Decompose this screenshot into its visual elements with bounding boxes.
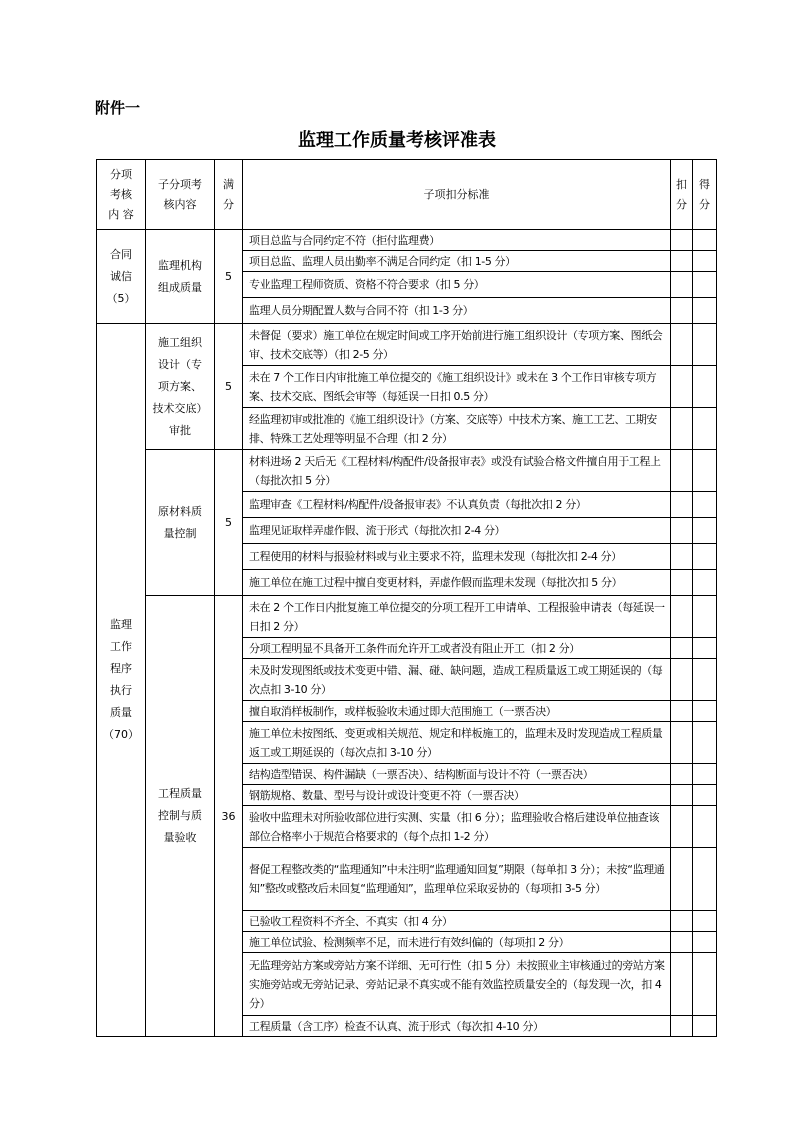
deduct-cell [671,932,693,953]
criteria-cell: 监理人员分期配置人数与合同不符（扣 1-3 分） [243,298,671,324]
full-score-cell: 5 [215,450,243,596]
deduct-cell [671,570,693,596]
score-cell [693,1016,717,1037]
deduct-cell [671,701,693,722]
score-cell [693,848,717,911]
deduct-cell [671,272,693,298]
deduct-cell [671,366,693,408]
table-row [97,230,717,251]
score-cell [693,911,717,932]
criteria-cell: 工程质量（含工序）检查不认真、流于形式（每次扣 4-10 分） [243,1016,671,1037]
sub-item-cell: 施工组织 设计（专 项方案、 技术交底） 审批 [146,324,215,450]
deduct-cell [671,638,693,659]
category-cell: 监理 工作 程序 执行 质量 （70） [97,324,146,1037]
header-deduct: 扣 分 [671,160,693,230]
criteria-cell: 监理见证取样弄虚作假、流于形式（每批次扣 2-4 分） [243,518,671,544]
criteria-cell: 施工单位试验、检测频率不足，而未进行有效纠偏的（每项扣 2 分） [243,932,671,953]
header-criteria: 子项扣分标准 [243,160,671,230]
criteria-cell: 工程使用的材料与报验材料或与业主要求不符，监理未发现（每批次扣 2-4 分） [243,544,671,570]
criteria-cell: 钢筋规格、数量、型号与设计或设计变更不符（一票否决） [243,785,671,806]
header-score: 得 分 [693,160,717,230]
header-sub-item: 子分项考 核内容 [146,160,215,230]
criteria-cell: 无监理旁站方案或旁站方案不详细、无可行性（扣 5 分）未按照业主审核通过的旁站方案实施旁站或无旁站记录、旁站记录不真实或不能有效监控质量安全的（每发现一次，扣 4 分） [243,953,671,1016]
criteria-cell: 分项工程明显不具备开工条件而允许开工或者没有阻止开工（扣 2 分） [243,638,671,659]
score-cell [693,570,717,596]
deduct-cell [671,408,693,450]
sub-item-cell: 原材料质 量控制 [146,450,215,596]
score-cell [693,953,717,1016]
deduct-cell [671,492,693,518]
deduct-cell [671,1016,693,1037]
deduct-cell [671,785,693,806]
score-cell [693,324,717,366]
criteria-cell: 已验收工程资料不齐全、不真实（扣 4 分） [243,911,671,932]
sub-item-cell: 监理机构 组成质量 [146,230,215,324]
deduct-cell [671,518,693,544]
deduct-cell [671,324,693,366]
full-score-cell: 5 [215,324,243,450]
evaluation-table [96,159,717,1037]
criteria-cell: 监理审查《工程材料/构配件/设备报审表》不认真负责（每批次扣 2 分） [243,492,671,518]
criteria-cell: 结构造型错误、构件漏缺（一票否决）、结构断面与设计不符（一票否决） [243,764,671,785]
criteria-cell: 未在 7 个工作日内审批施工单位提交的《施工组织设计》或未在 3 个工作日审核专项方案、技术交底、图纸会审等（每延误一日扣 0.5 分） [243,366,671,408]
table-row [97,596,717,638]
criteria-cell: 项目总监、监理人员出勤率不满足合同约定（扣 1-5 分） [243,251,671,272]
sub-item-cell: 工程质量 控制与质 量验收 [146,596,215,1037]
criteria-cell: 未在 2 个工作日内批复施工单位提交的分项工程开工申请单、工程报验申请表（每延误一日扣 2 分） [243,596,671,638]
deduct-cell [671,230,693,251]
criteria-cell: 督促工程整改类的“监理通知”中未注明“监理通知回复”期限（每单扣 3 分）；未按“监理通知”整改或整改后未回复“监理通知”，监理单位采取妥协的（每项扣 3-5 分） [243,848,671,911]
table-row [97,324,717,366]
criteria-cell: 未督促（要求）施工单位在规定时间或工序开始前进行施工组织设计（专项方案、图纸会审、技术交底等）（扣 2-5 分） [243,324,671,366]
score-cell [693,518,717,544]
score-cell [693,408,717,450]
criteria-cell: 验收中监理未对所验收部位进行实测、实量（扣 6 分）；监理验收合格后建设单位抽查该部位合格率小于规范合格要求的（每个点扣 1-2 分） [243,806,671,848]
deduct-cell [671,722,693,764]
criteria-cell: 项目总监与合同约定不符（拒付监理费） [243,230,671,251]
header-full-score: 满 分 [215,160,243,230]
criteria-cell: 未及时发现图纸或技术变更中错、漏、碰、缺问题，造成工程质量返工或工期延误的（每次点扣 3-10 分） [243,659,671,701]
score-cell [693,764,717,785]
score-cell [693,785,717,806]
score-cell [693,544,717,570]
deduct-cell [671,450,693,492]
deduct-cell [671,596,693,638]
score-cell [693,450,717,492]
score-cell [693,806,717,848]
deduct-cell [671,806,693,848]
deduct-cell [671,659,693,701]
score-cell [693,932,717,953]
category-cell: 合同 诚信 （5） [97,230,146,324]
score-cell [693,492,717,518]
deduct-cell [671,953,693,1016]
score-cell [693,638,717,659]
score-cell [693,659,717,701]
criteria-cell: 施工单位在施工过程中擅自变更材料，弄虚作假而监理未发现（每批次扣 5 分） [243,570,671,596]
table-row [97,450,717,492]
full-score-cell: 36 [215,596,243,1037]
deduct-cell [671,298,693,324]
score-cell [693,366,717,408]
full-score-cell: 5 [215,230,243,324]
score-cell [693,298,717,324]
score-cell [693,596,717,638]
criteria-cell: 施工单位未按图纸、变更或相关规范、规定和样板施工的，监理未及时发现造成工程质量返工或工期延误的（每次点扣 3-10 分） [243,722,671,764]
score-cell [693,722,717,764]
deduct-cell [671,544,693,570]
attachment-label: 附件一 [95,99,141,117]
criteria-cell: 经监理初审或批准的《施工组织设计》（方案、交底等）中技术方案、施工工艺、工期安排、特殊工艺处理等明显不合理（扣 2 分） [243,408,671,450]
score-cell [693,230,717,251]
header-category: 分项 考核 内 容 [97,160,146,230]
table-header-row [97,160,717,230]
deduct-cell [671,848,693,911]
criteria-cell: 专业监理工程师资质、资格不符合要求（扣 5 分） [243,272,671,298]
criteria-cell: 擅自取消样板制作，或样板验收未通过即大范围施工（一票否决） [243,701,671,722]
score-cell [693,701,717,722]
deduct-cell [671,251,693,272]
deduct-cell [671,911,693,932]
criteria-cell: 材料进场 2 天后无《工程材料/构配件/设备报审表》或没有试验合格文件擅自用于工程上（每批次扣 5 分） [243,450,671,492]
score-cell [693,251,717,272]
page-title: 监理工作质量考核评准表 [298,130,496,151]
deduct-cell [671,764,693,785]
score-cell [693,272,717,298]
